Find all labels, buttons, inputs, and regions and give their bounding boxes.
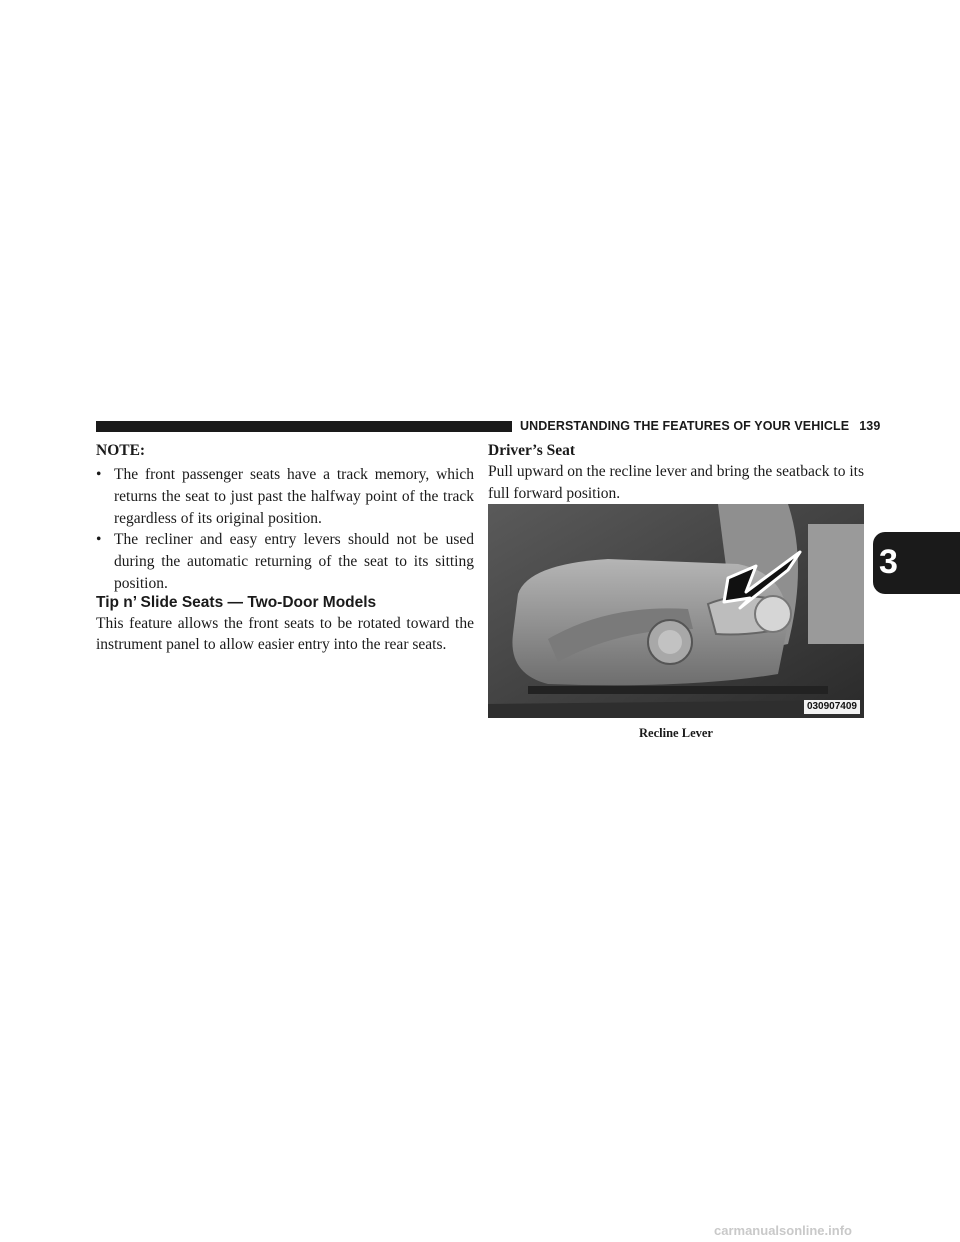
section-paragraph: This feature allows the front seats to be rotated toward the instrument panel to allow easier entry into the rear seats. [96, 615, 474, 653]
figure-code: 030907409 [804, 700, 860, 714]
figure-caption: Recline Lever [639, 726, 713, 740]
drivers-seat-heading: Driver’s Seat [488, 442, 576, 459]
bullet-text: The front passenger seats have a track memory, which returns the seat to just past the halfway point of the track regardless of its original position. [114, 466, 474, 527]
section-title: UNDERSTANDING THE FEATURES OF YOUR VEHICLE [520, 419, 850, 433]
section-heading: Tip n’ Slide Seats — Two-Door Models [96, 594, 377, 611]
recline-lever-photo [488, 504, 864, 718]
header-rule [96, 421, 512, 432]
bullet-icon: • [96, 531, 102, 548]
note-label: NOTE: [96, 442, 146, 459]
note-bullet [96, 529, 474, 595]
note-bullet [96, 464, 474, 530]
running-header [520, 418, 881, 434]
bullet-icon: • [96, 466, 102, 483]
chapter-number: 3 [879, 543, 898, 581]
chapter-tab[interactable] [873, 532, 960, 594]
watermark: carmanualsonline.info [714, 1223, 852, 1238]
bullet-text: The recliner and easy entry levers should not be used during the automatic returning of the seat to its sitting position. [114, 531, 474, 592]
drivers-seat-paragraph: Pull upward on the recline lever and bring the seatback to its full forward position. [488, 463, 864, 502]
seat-illustration [488, 504, 864, 718]
page-number: 139 [859, 419, 881, 433]
